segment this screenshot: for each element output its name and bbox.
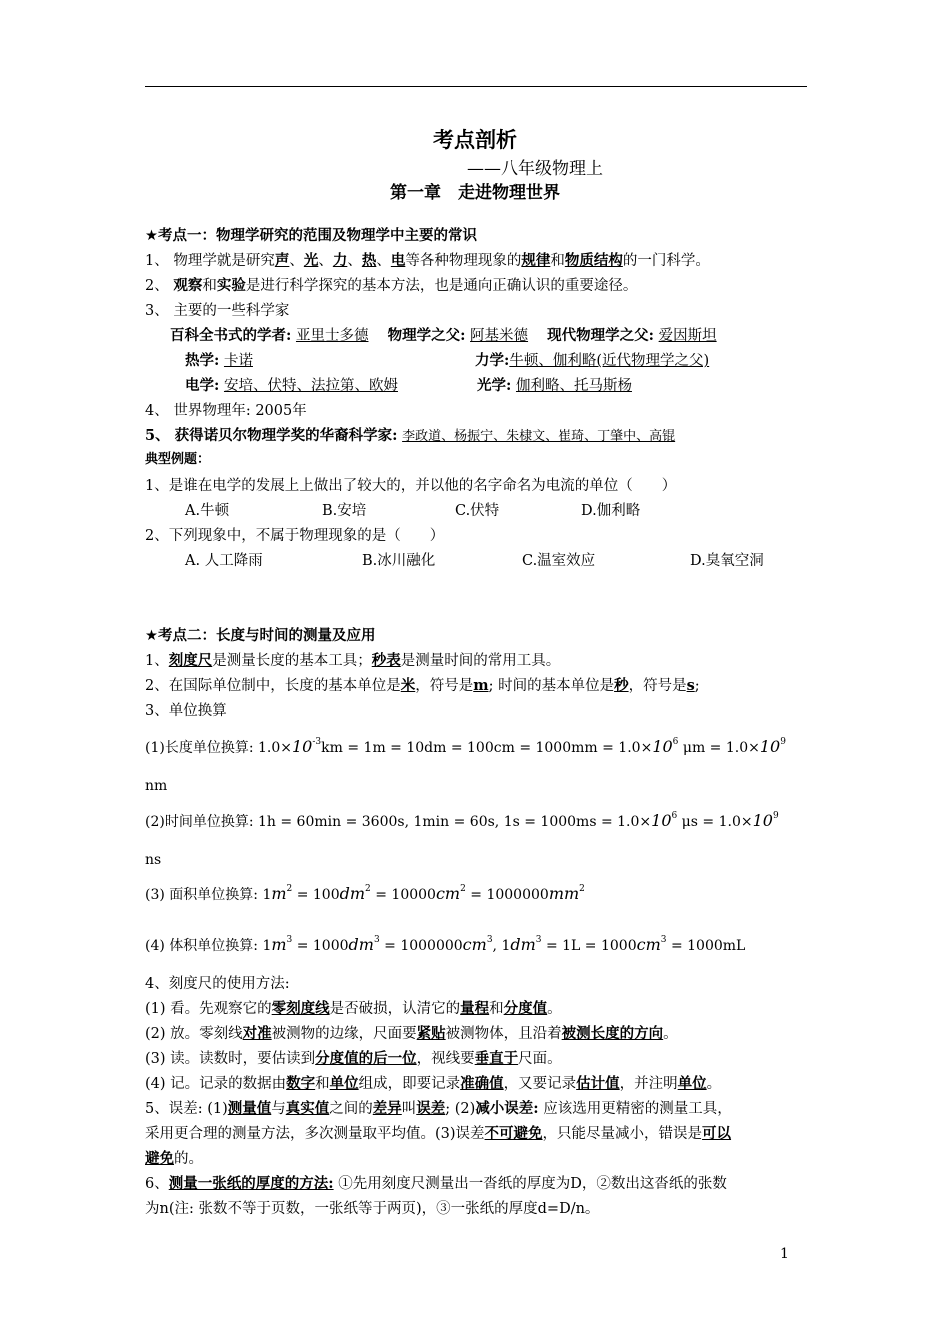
- k1-item-4: 4、 世界物理年: 2005年: [145, 403, 307, 419]
- error-line-3: 避免的。: [145, 1150, 203, 1167]
- ruler-step-look: (1) 看。先观察它的零刻度线是否破损，认清它的量程和分度值。: [145, 1000, 562, 1017]
- ruler-step-read: (3) 读。读数时，要估读到分度值的后一位，视线要垂直于尺面。: [145, 1050, 562, 1067]
- section-1-heading: ★考点一：物理学研究的范围及物理学中主要的常识: [145, 228, 477, 244]
- q1-option-b: B.安培: [322, 503, 367, 519]
- section-2-heading: ★考点二：长度与时间的测量及应用: [145, 628, 376, 644]
- volume-conversion: (4) 体积单位换算: $1m^3 = 1000dm^3 = 1000000cm^3$, $1dm^3 = 1L = 1000cm^3 = 1000mL$: [145, 935, 746, 954]
- paper-thickness-line-1: 6、测量一张纸的厚度的方法: ①先用刻度尺测量出一沓纸的厚度为D，②数出这沓纸的张数: [145, 1175, 727, 1192]
- error-line-1: 5、误差: (1)测量值与真实值之间的差异叫误差; (2)减小误差: 应该选用更精密的测量工具，: [145, 1100, 732, 1117]
- q1-option-d: D.伽利略: [581, 503, 641, 519]
- q2-option-a: A. 人工降雨: [185, 553, 263, 569]
- doc-title: 考点剖析: [433, 128, 517, 152]
- scientists-electric: 电学: 安培、伏特、法拉第、欧姆: [185, 377, 398, 394]
- error-line-2: 采用更合理的测量方法，多次测量取平均值。(3)误差不可避免，只能尽量减小，错误是可以: [145, 1125, 732, 1142]
- k2-item-3: 3、单位换算: [145, 703, 227, 719]
- doc-subtitle: ——八年级物理上: [467, 159, 603, 179]
- ruler-step-record: (4) 记。记录的数据由数字和单位组成，即要记录准确值，又要记录估计值，并注明单位。: [145, 1075, 722, 1092]
- q2-option-b: B.冰川融化: [362, 553, 436, 569]
- k2-item-4: 4、刻度尺的使用方法:: [145, 976, 290, 992]
- question-1: 1、是谁在电学的发展上上做出了较大的，并以他的名字命名为电流的单位（ ）: [145, 478, 677, 494]
- q1-option-a: A.牛顿: [185, 503, 230, 519]
- length-conversion: (1)长度单位换算: $1.0\times 10^{-3}km = 1m = 10dm = 100cm = 1000mm = 1.0\times 10^6$ $\mu m = 1.0\times 10^9$: [145, 737, 786, 756]
- k1-item-2: 2、 观察和实验是进行科学探究的基本方法，也是通向正确认识的重要途径。: [145, 277, 638, 294]
- time-conversion: (2)时间单位换算: 1h = 60min = 3600s, 1min = 60s, $1s = 1000ms = 1.0\times 10^6$ $\mu s = 1.0\times 10^9$: [145, 811, 779, 830]
- area-conversion: (3) 面积单位换算: $1m^2 = 100dm^2 = 10000cm^2 = 1000000mm^2$: [145, 884, 585, 903]
- length-nm: nm: [145, 778, 168, 794]
- time-ns: ns: [145, 852, 162, 868]
- k2-item-2: 2、在国际单位制中，长度的基本单位是米，符号是m; 时间的基本单位是秒，符号是s;: [145, 677, 700, 694]
- page-number: 1: [780, 1246, 789, 1262]
- paper-thickness-line-2: 为n(注: 张数不等于页数，一张纸等于两页)，③一张纸的厚度d=D/n。: [145, 1201, 600, 1217]
- header-rule: [145, 86, 807, 87]
- k1-item-3: 3、 主要的一些科学家: [145, 303, 290, 319]
- chapter-title: 第一章 走进物理世界: [390, 183, 560, 203]
- question-2: 2、下列现象中，不属于物理现象的是（ ）: [145, 528, 445, 544]
- k2-item-1: 1、刻度尺是测量长度的基本工具；秒表是测量时间的常用工具。: [145, 652, 561, 669]
- scientists-thermal: 热学: 卡诺: [185, 352, 253, 369]
- ruler-step-place: (2) 放。零刻线对准被测物的边缘，尺面要紧贴被测物体，且沿着被测长度的方向。: [145, 1025, 678, 1042]
- k1-item-5: 5、 获得诺贝尔物理学奖的华裔科学家: 李政道、杨振宁、朱棣文、崔琦、丁肇中、高锟: [145, 427, 676, 444]
- scientists-optics: 光学: 伽利略、托马斯杨: [477, 377, 632, 394]
- q2-option-c: C.温室效应: [522, 553, 596, 569]
- examples-heading: 典型例题：: [145, 452, 211, 467]
- k1-item-1: 1、 物理学就是研究声、光、力、热、电等各种物理现象的规律和物质结构的一门科学。: [145, 252, 710, 269]
- scientists-mechanics: 力学:牛顿、伽利略(近代物理学之父): [475, 352, 710, 369]
- scientists-row-1: 百科全书式的学者: 亚里士多德 物理学之父: 阿基米德 现代物理学之父: 爱因斯坦: [170, 327, 717, 344]
- q2-option-d: D.臭氧空洞: [690, 553, 764, 569]
- q1-option-c: C.伏特: [455, 503, 500, 519]
